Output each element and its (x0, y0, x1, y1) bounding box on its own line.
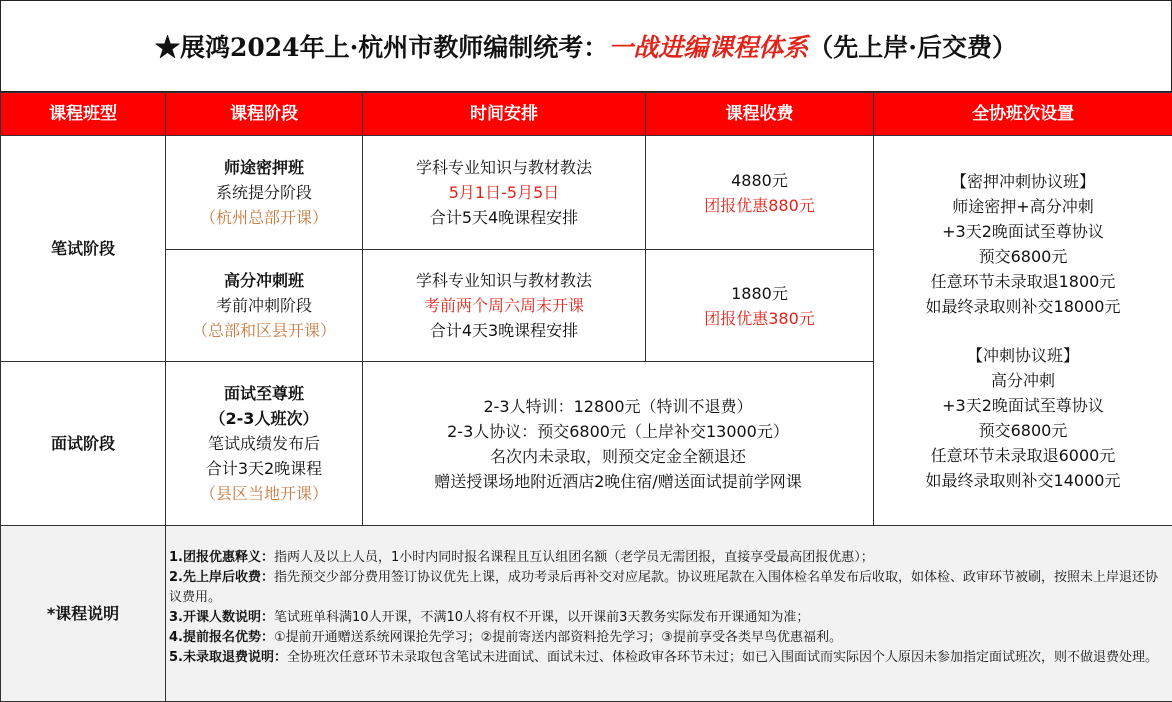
class1-group-price: 团报优惠880元 (646, 193, 873, 218)
note-5-title: 5.未录取退费说明： (169, 650, 287, 665)
class1-phase-cell (166, 136, 363, 250)
class1-duration: 合计5天4晚课程安排 (363, 205, 645, 230)
agreement-block1-line5: 如最终录取则补交18000元 (874, 294, 1172, 319)
note-2 (169, 568, 1166, 608)
agreement-block1-line3: 预交6800元 (874, 244, 1172, 269)
class3-detail-line2: 2-3人协议：预交6800元（上岸补交13000元） (363, 419, 873, 444)
header-class-type: 课程班型 (1, 93, 166, 136)
class2-price: 1880元 (646, 281, 873, 306)
class1-dates: 5月1日-5月5日 (363, 180, 645, 205)
class1-subject: 学科专业知识与教材教法 (363, 155, 645, 180)
note-4-title: 4.提前报名优势： (169, 630, 274, 645)
class2-location: （总部和区县开课） (166, 318, 362, 343)
note-3 (169, 608, 1166, 628)
note-2-text: 指先预交少部分费用签订协议优先上课，成功考录后再补交对应尾款。协议班尾款在入围体检名单发布后收取，如体检、政审环节被刷，按照未上岸退还协议费用。 (169, 570, 1158, 605)
class3-sub-name: （2-3人班次） (166, 406, 362, 431)
class3-phase: 笔试成绩发布后 (166, 431, 362, 456)
class2-name: 高分冲刺班 (166, 268, 362, 293)
title-prefix: ★展鸿2024年上·杭州市教师编制统考： (155, 28, 608, 64)
notes-cell (166, 526, 1172, 702)
class3-location: （县区当地开课） (166, 481, 362, 506)
class1-phase: 系统提分阶段 (166, 180, 362, 205)
note-4 (169, 628, 1166, 648)
class3-duration: 合计3天2晚课程 (166, 456, 362, 481)
agreement-block1-line2: +3天2晚面试至尊协议 (874, 219, 1172, 244)
title-accent: 一战进编课程体系 (608, 28, 808, 64)
table-row (1, 136, 1172, 250)
class2-group-price: 团报优惠380元 (646, 306, 873, 331)
class3-phase-cell (166, 362, 363, 526)
header-course-phase: 课程阶段 (166, 93, 363, 136)
class3-detail-line1: 2-3人特训：12800元（特训不退费） (363, 394, 873, 419)
interview-stage-label: 面试阶段 (1, 362, 166, 526)
class2-schedule-cell (363, 250, 646, 362)
note-1-title: 1.团报优惠释义： (169, 550, 274, 565)
class2-duration: 合计4天3晚课程安排 (363, 318, 645, 343)
class1-fee-cell (646, 136, 874, 250)
page-title (0, 0, 1172, 92)
agreement-block2-title: 【冲刺协议班】 (874, 343, 1172, 368)
class2-subject: 学科专业知识与教材教法 (363, 268, 645, 293)
class1-location: （杭州总部开课） (166, 205, 362, 230)
class1-schedule-cell (363, 136, 646, 250)
class1-price: 4880元 (646, 168, 873, 193)
header-fee: 课程收费 (646, 93, 874, 136)
header-agreement: 全协班次设置 (874, 93, 1172, 136)
class1-name: 师途密押班 (166, 155, 362, 180)
note-4-text: ①提前开通赠送系统网课抢先学习；②提前寄送内部资料抢先学习；③提前享受各类早鸟优惠福利。 (274, 630, 842, 645)
note-5 (169, 648, 1166, 668)
agreement-block2-line5: 如最终录取则补交14000元 (874, 468, 1172, 493)
agreement-block1-line1: 师途密押+高分冲刺 (874, 194, 1172, 219)
agreement-block2-line1: 高分冲刺 (874, 368, 1172, 393)
header-schedule: 时间安排 (363, 93, 646, 136)
agreement-block1-line4: 任意环节未录取退1800元 (874, 269, 1172, 294)
agreement-cell (874, 136, 1172, 526)
agreement-block2-line4: 任意环节未录取退6000元 (874, 443, 1172, 468)
class3-name: 面试至尊班 (166, 381, 362, 406)
note-1 (169, 548, 1166, 568)
notes-label: *课程说明 (1, 526, 166, 702)
notes-row (1, 526, 1172, 702)
agreement-block2-line3: 预交6800元 (874, 418, 1172, 443)
class2-phase-cell (166, 250, 363, 362)
note-3-text: 笔试班单科满10人开课，不满10人将有权不开课，以开课前3天教务实际发布开课通知为准； (274, 610, 809, 625)
class3-detail-cell (363, 362, 874, 526)
agreement-block1-title: 【密押冲刺协议班】 (874, 169, 1172, 194)
note-3-title: 3.开课人数说明： (169, 610, 274, 625)
class2-phase: 考前冲刺阶段 (166, 293, 362, 318)
note-1-text: 指两人及以上人员，1小时内同时报名课程且互认组团名额（老学员无需团报，直接享受最高团报优惠）； (274, 550, 874, 565)
class3-detail-line4: 赠送授课场地附近酒店2晚住宿/赠送面试提前学网课 (363, 469, 873, 494)
course-table (0, 92, 1172, 702)
class2-dates: 考前两个周六周末开课 (363, 293, 645, 318)
class3-detail-line3: 名次内未录取，则预交定金全额退还 (363, 444, 873, 469)
note-2-title: 2.先上岸后收费： (169, 570, 274, 585)
agreement-block2-line2: +3天2晚面试至尊协议 (874, 393, 1172, 418)
written-stage-label: 笔试阶段 (1, 136, 166, 362)
title-suffix: （先上岸·后交费） (808, 28, 1017, 64)
header-row (1, 93, 1172, 136)
note-5-text: 全协班次任意环节未录取包含笔试未进面试、面试未过、体检政审各环节未过；如已入围面试而实际因个人原因未参加指定面试班次，则不做退费处理。 (287, 650, 1158, 665)
class2-fee-cell (646, 250, 874, 362)
